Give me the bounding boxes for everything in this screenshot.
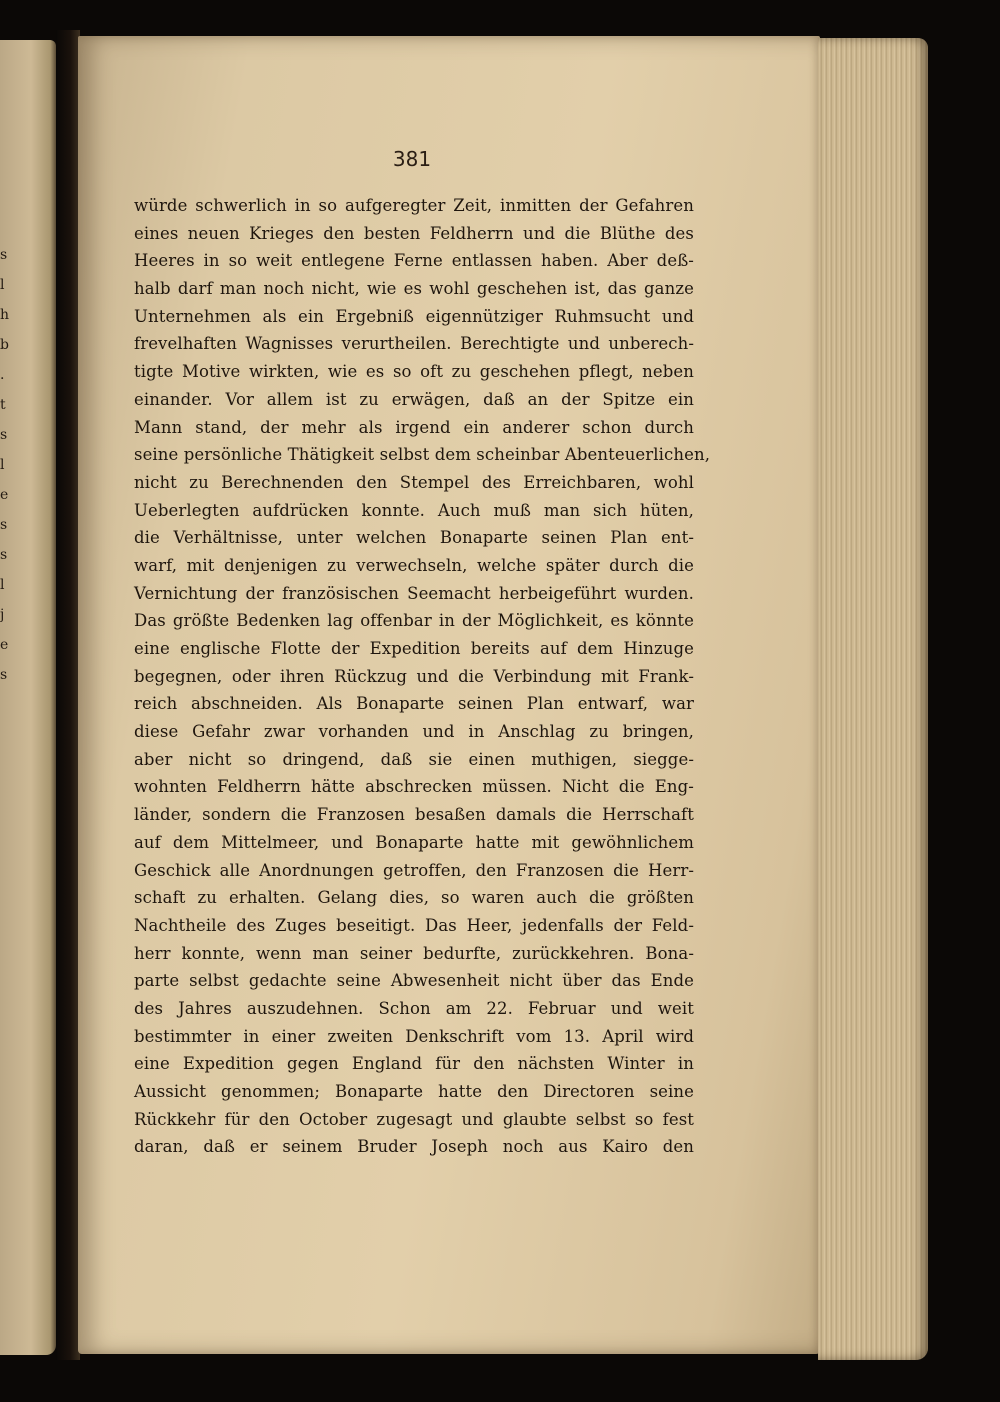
text-line: schaft zu erhalten. Gelang dies, so waren auch die größten (134, 888, 694, 908)
text-line: parte selbst gedachte seine Abwesenheit nicht über das Ende (134, 971, 694, 991)
facing-page-char: h (0, 307, 10, 323)
text-line: Ueberlegten aufdrücken konnte. Auch muß man sich hüten, (134, 500, 694, 520)
book-gutter (56, 30, 80, 1360)
facing-page-char: t (0, 397, 6, 413)
text-line: diese Gefahr zwar vorhanden und in Anschlag zu bringen, (134, 722, 694, 742)
facing-page-char: . (0, 367, 5, 383)
text-line: Unternehmen als ein Ergebniß eigennütziger Ruhmsucht und (134, 306, 694, 326)
text-line: Nachtheile des Zuges beseitigt. Das Heer, jedenfalls der Feld- (134, 915, 694, 935)
facing-page-char: j (0, 607, 5, 623)
facing-page-char: l (0, 457, 5, 473)
text-line: warf, mit denjenigen zu verwechseln, welche später durch die (134, 555, 694, 575)
text-line: aber nicht so dringend, daß sie einen muthigen, siegge- (134, 749, 694, 769)
text-line: Aussicht genommen; Bonaparte hatte den Directoren seine (134, 1082, 694, 1101)
text-line: herr konnte, wenn man seiner bedurfte, zurückkehren. Bona- (134, 943, 694, 963)
facing-page-char: e (0, 637, 9, 653)
text-line: Rückkehr für den October zugesagt und glaubte selbst so fest (134, 1109, 694, 1129)
text-line: begegnen, oder ihren Rückzug und die Verbindung mit Frank- (134, 666, 694, 686)
text-line: die Verhältnisse, unter welchen Bonaparte seinen Plan ent- (134, 528, 694, 548)
text-line: Mann stand, der mehr als irgend ein anderer schon durch (134, 417, 694, 437)
facing-page (0, 40, 56, 1355)
facing-page-char: s (0, 427, 8, 443)
text-line: des Jahres auszudehnen. Schon am 22. Februar und weit (134, 998, 694, 1018)
text-line: nicht zu Berechnenden den Stempel des Erreichbaren, wohl (134, 472, 694, 492)
facing-page-char: s (0, 517, 8, 533)
facing-page-char: b (0, 337, 9, 353)
facing-page-char: s (0, 247, 8, 263)
facing-page-char: s (0, 547, 8, 563)
facing-page-char: s (0, 667, 8, 683)
page-number: 381 (392, 147, 432, 171)
page-edges (818, 38, 928, 1360)
text-line: einander. Vor allem ist zu erwägen, daß an der Spitze ein (134, 389, 694, 409)
text-line: bestimmter in einer zweiten Denkschrift vom 13. April wird (134, 1026, 694, 1046)
text-line: seine persönliche Thätigkeit selbst dem scheinbar Abenteuerlichen, (134, 445, 711, 465)
text-line: reich abschneiden. Als Bonaparte seinen Plan entwarf, war (134, 694, 694, 714)
text-line: Geschick alle Anordnungen getroffen, den Franzosen die Herr- (134, 860, 694, 880)
text-line: halb darf man noch nicht, wie es wohl geschehen ist, das ganze (134, 279, 694, 299)
text-line: Das größte Bedenken lag offenbar in der Möglichkeit, es könnte (134, 611, 694, 631)
text-line: Vernichtung der französischen Seemacht herbeigeführt wurden. (134, 583, 694, 603)
text-line: daran, daß er seinem Bruder Joseph noch aus Kairo den (134, 1137, 694, 1157)
text-line: frevelhaften Wagnisses verurtheilen. Berechtigte und unberech- (134, 334, 694, 354)
text-line: länder, sondern die Franzosen besaßen damals die Herrschaft (134, 805, 694, 825)
text-line: tigte Motive wirkten, wie es so oft zu geschehen pflegt, neben (134, 362, 694, 382)
text-line: eine Expedition gegen England für den nächsten Winter in (134, 1054, 694, 1074)
text-line: Heeres in so weit entlegene Ferne entlassen haben. Aber deß- (134, 251, 694, 271)
facing-page-margin-text (0, 240, 12, 690)
facing-page-char: l (0, 277, 5, 293)
text-line: eine englische Flotte der Expedition bereits auf dem Hinzuge (134, 639, 694, 658)
text-line: wohnten Feldherrn hätte abschrecken müssen. Nicht die Eng- (134, 777, 694, 797)
facing-page-char: e (0, 487, 9, 503)
body-text (134, 192, 711, 1161)
facing-page-char: l (0, 577, 5, 593)
text-line: auf dem Mittelmeer, und Bonaparte hatte mit gewöhnlichem (134, 832, 694, 852)
text-line: würde schwerlich in so aufgeregter Zeit, inmitten der Gefahren (134, 196, 694, 215)
text-line: eines neuen Krieges den besten Feldherrn und die Blüthe des (134, 223, 694, 243)
